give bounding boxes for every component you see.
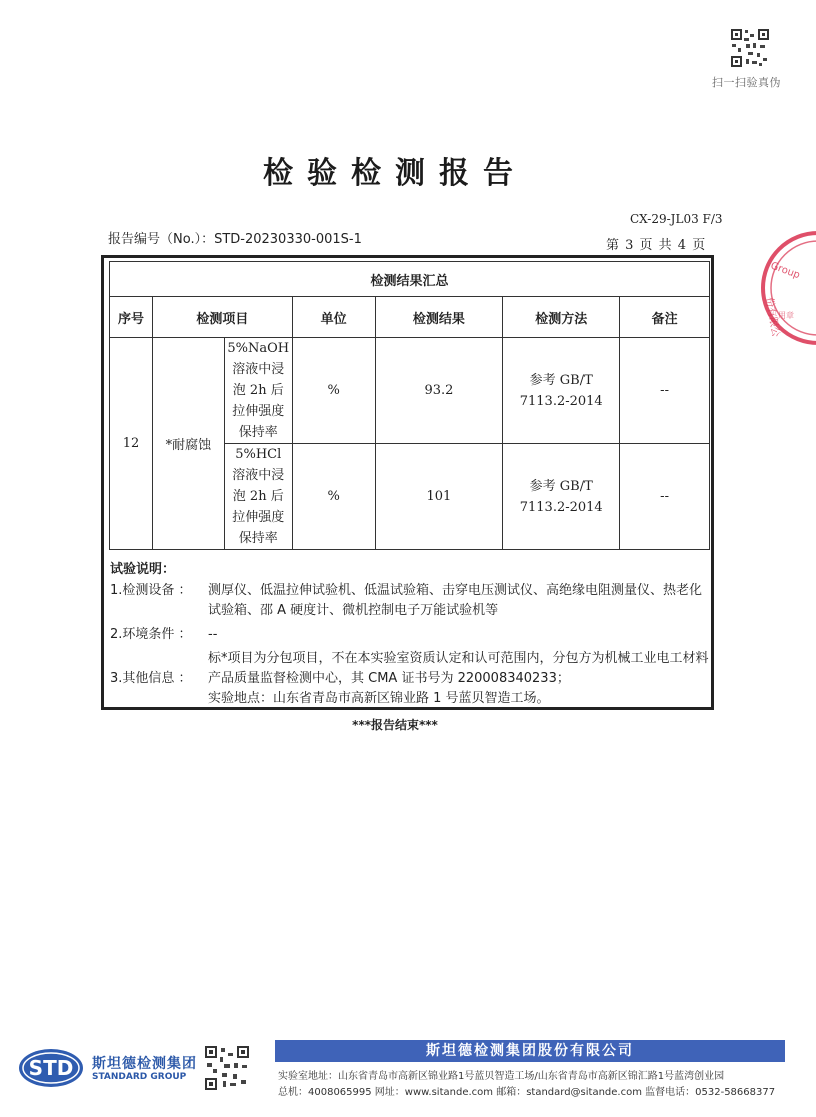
header-remark: 备注 bbox=[620, 297, 710, 338]
item-cell bbox=[224, 444, 292, 550]
method-line: 参考 GB/T bbox=[529, 478, 593, 494]
results-table bbox=[109, 261, 710, 550]
svg-text:用章: 用章 bbox=[778, 311, 794, 320]
seq-cell: 12 bbox=[110, 338, 153, 550]
note-label: 3.其他信息 ： bbox=[110, 671, 192, 686]
note-text: -- bbox=[208, 627, 218, 642]
table-title: 检测结果汇总 bbox=[110, 262, 710, 297]
item-line: 拉伸强度 bbox=[232, 510, 285, 525]
note-text-location: 实验地点：山东省青岛市高新区锦业路 1 号蓝贝智造工场。 bbox=[208, 691, 550, 706]
note-label: 1.检测设备 ： bbox=[110, 583, 192, 598]
footer-qr-code[interactable] bbox=[204, 1045, 250, 1091]
result-cell: 93.2 bbox=[375, 338, 503, 444]
note-text: 标*项目为分包项目，不在本实验室资质认定和认可范围内，分包方为机械工业电工材料产品质量监督检测中心，其 CMA 证书号为 220008340233； bbox=[208, 651, 709, 686]
method-line: 7113.2-2014 bbox=[519, 393, 603, 409]
note-equipment bbox=[110, 581, 710, 621]
test-notes bbox=[110, 558, 710, 713]
lab-address: 实验室地址：山东省青岛市高新区锦业路1号蓝贝智造工场/山东省青岛市高新区锦汇路1号蓝湾创业园 bbox=[278, 1071, 725, 1082]
note-label: 2.环境条件 ： bbox=[110, 627, 192, 642]
method-line: 参考 GB/T bbox=[529, 372, 593, 388]
svg-text:份有限公: 份有限公 bbox=[763, 296, 781, 338]
note-other-info bbox=[110, 649, 710, 709]
logo-text: STD bbox=[28, 1056, 74, 1080]
report-number: 报告编号（No.）：STD-20230330-001S-1 bbox=[108, 232, 362, 247]
note-text-block bbox=[208, 649, 710, 709]
item-line: 泡 2h 后 bbox=[232, 489, 284, 504]
page-number: 第 3 页 共 4 页 bbox=[606, 238, 707, 253]
item-line: 泡 2h 后 bbox=[232, 383, 284, 398]
item-line: 拉伸强度 bbox=[232, 404, 285, 419]
contact-info: 总机：4008065995 网址：www.sitande.com 邮箱：standard@sitande.com 监督电话：0532-58668377 bbox=[278, 1087, 776, 1098]
notes-heading: 试验说明： bbox=[110, 562, 176, 577]
remark-cell: -- bbox=[620, 444, 710, 550]
item-line: 5%HCl bbox=[235, 447, 282, 462]
report-end-mark: ***报告结束*** bbox=[352, 718, 438, 732]
item-line: 溶液中浸 bbox=[232, 362, 285, 377]
verification-qr-code[interactable] bbox=[730, 28, 770, 68]
table-row bbox=[110, 338, 710, 444]
svg-text:Group: Group bbox=[768, 260, 802, 282]
header-result: 检测结果 bbox=[375, 297, 503, 338]
std-logo-icon bbox=[18, 1048, 84, 1088]
scan-to-verify-text: 扫一扫验真伪 bbox=[712, 76, 781, 89]
method-cell bbox=[503, 338, 620, 444]
method-line: 7113.2-2014 bbox=[519, 499, 603, 515]
category-cell: *耐腐蚀 bbox=[152, 338, 224, 550]
brand-name-cn: 斯坦德检测集团 bbox=[92, 1056, 197, 1072]
item-line: 溶液中浸 bbox=[232, 468, 285, 483]
note-text: 测厚仪、低温拉伸试验机、低温试验箱、击穿电压测试仪、高绝缘电阻测量仪、热老化试验箱、邵 A 硬度计、微机控制电子万能试验机等 bbox=[208, 583, 703, 618]
page-title: 检验检测报告 bbox=[263, 156, 527, 191]
method-cell bbox=[503, 444, 620, 550]
note-environment bbox=[110, 625, 710, 645]
header-seq: 序号 bbox=[110, 297, 153, 338]
unit-cell: % bbox=[292, 444, 375, 550]
item-cell bbox=[224, 338, 292, 444]
company-seal-stamp bbox=[756, 218, 816, 358]
document-code: CX-29-JL03 F/3 bbox=[630, 212, 723, 226]
item-line: 5%NaOH bbox=[227, 341, 290, 356]
item-line: 保持率 bbox=[238, 425, 278, 440]
results-summary-box bbox=[101, 255, 714, 710]
unit-cell: % bbox=[292, 338, 375, 444]
item-line: 保持率 bbox=[238, 531, 278, 546]
result-cell: 101 bbox=[375, 444, 503, 550]
remark-cell: -- bbox=[620, 338, 710, 444]
company-name-banner: 斯坦德检测集团股份有限公司 bbox=[275, 1040, 785, 1062]
header-method: 检测方法 bbox=[503, 297, 620, 338]
brand-name-en: STANDARD GROUP bbox=[92, 1072, 187, 1082]
header-unit: 单位 bbox=[292, 297, 375, 338]
header-item: 检测项目 bbox=[152, 297, 292, 338]
